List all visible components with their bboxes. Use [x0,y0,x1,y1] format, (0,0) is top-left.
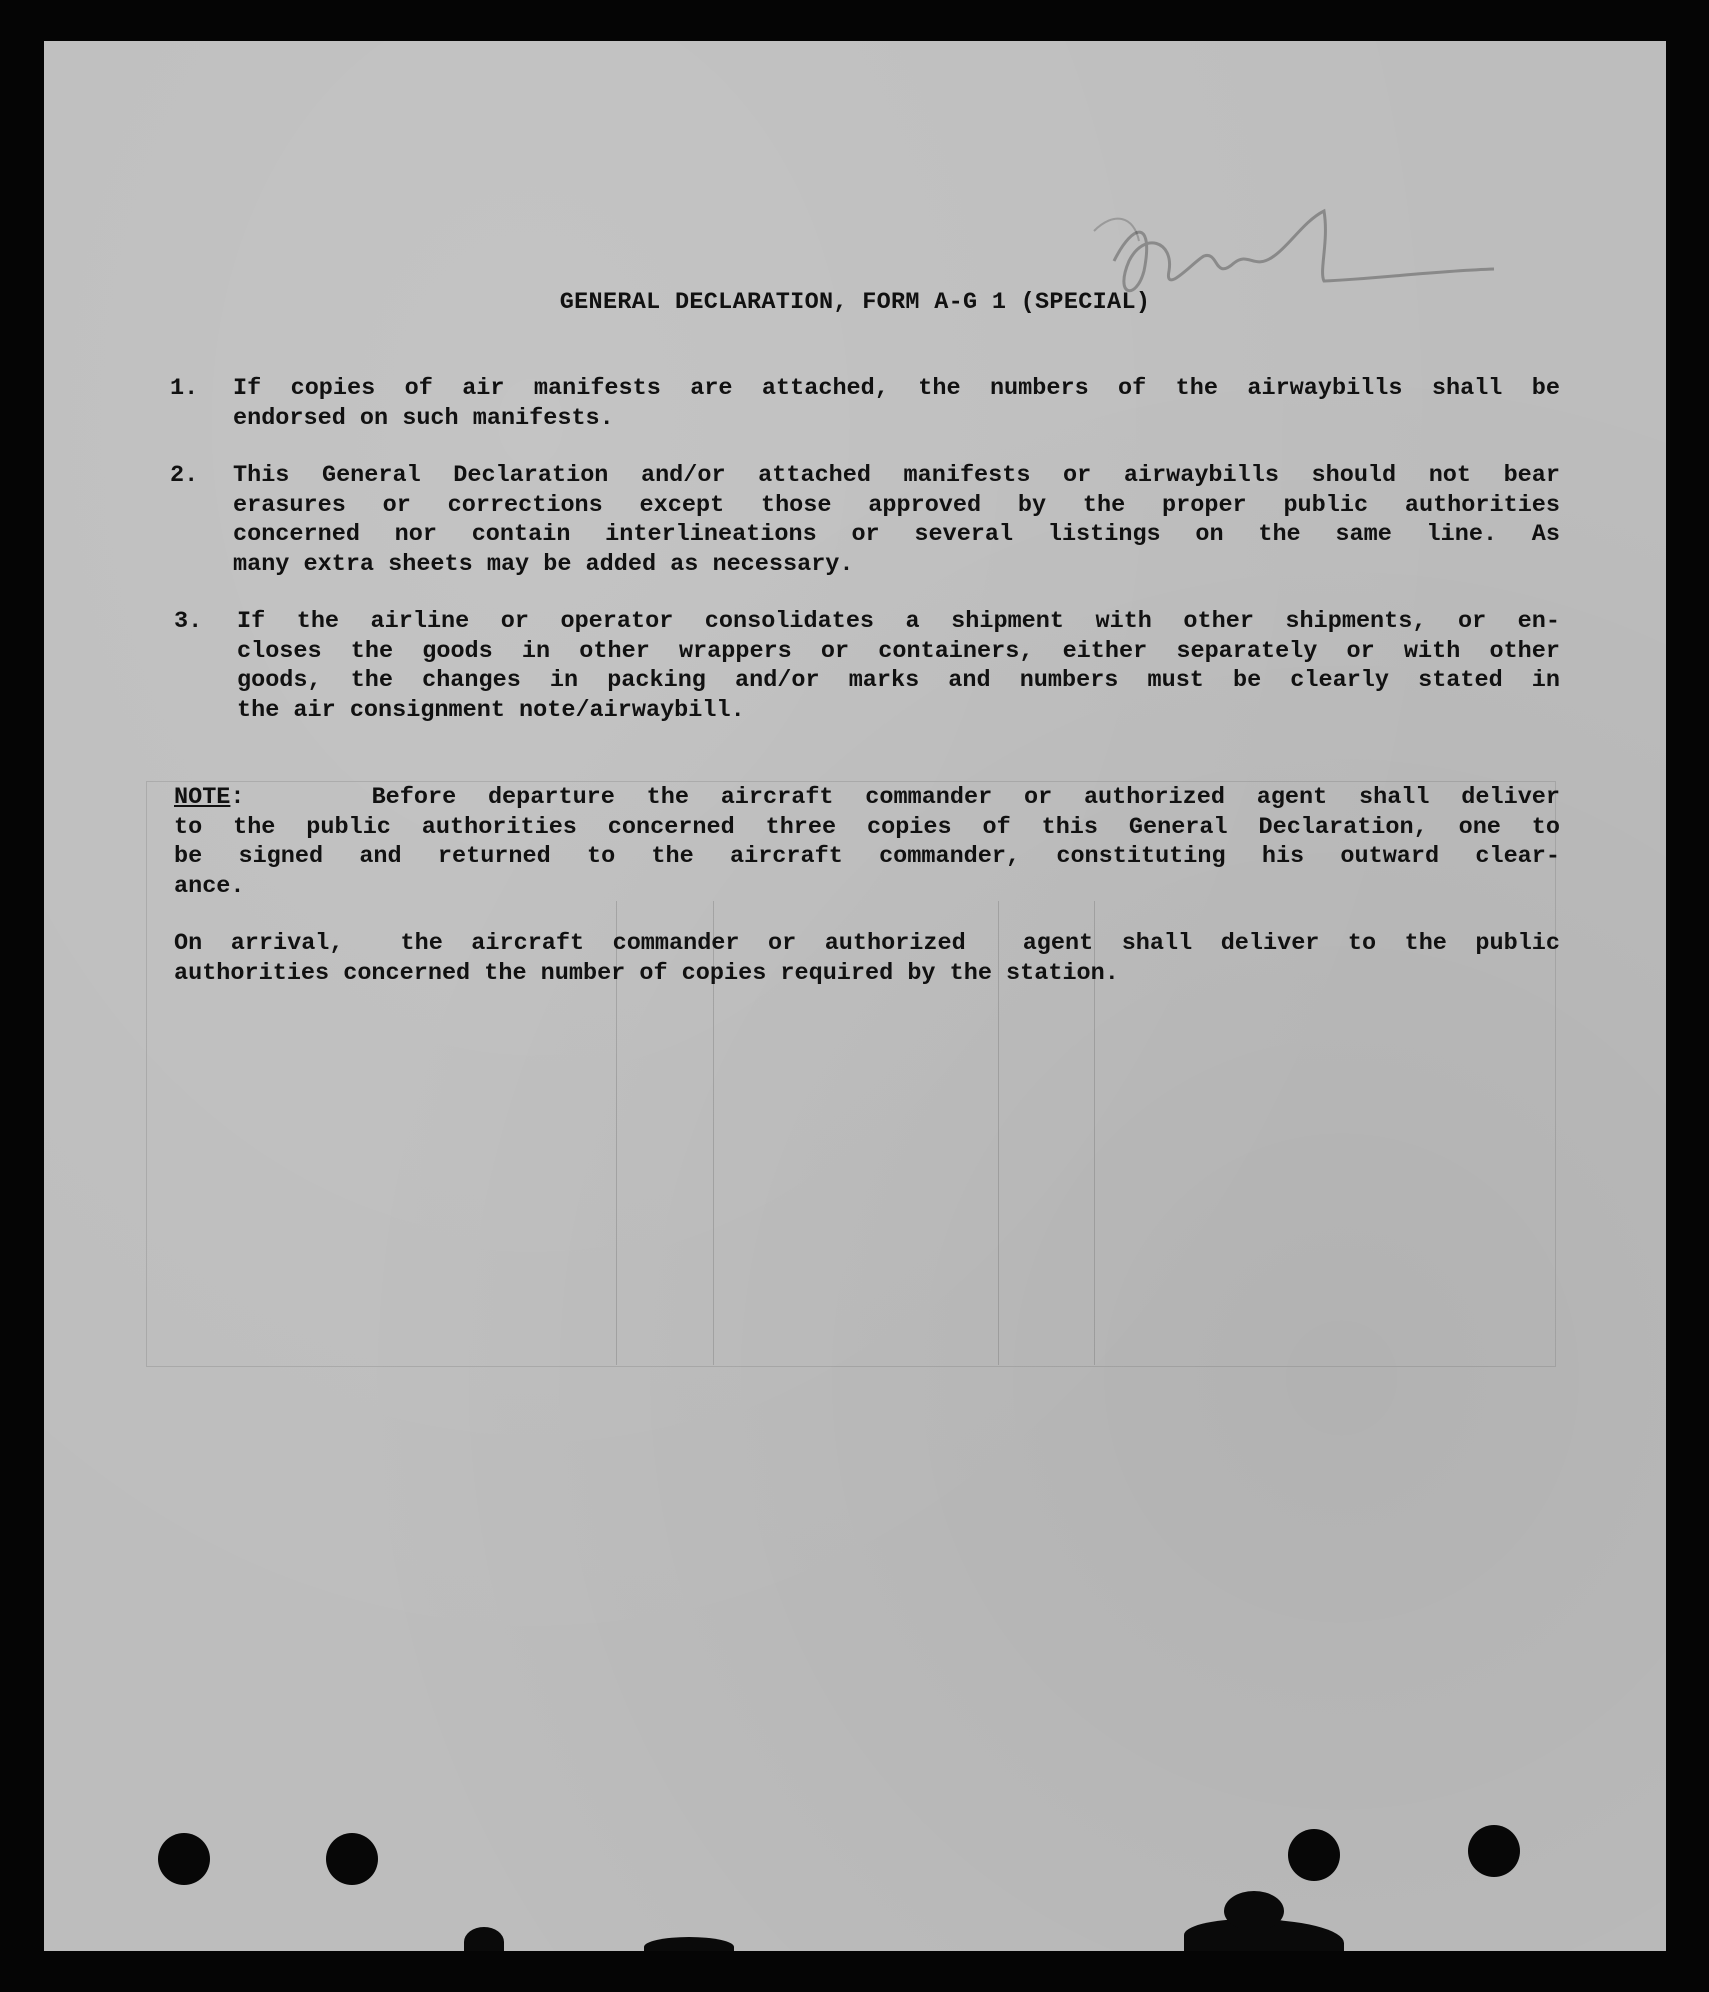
torn-edge [644,1937,734,1951]
text-line: If copies of air manifests are attached, the numbers of the airwaybills shall be [233,375,1560,402]
text-line: ance. [174,872,245,900]
page-title: GENERAL DECLARATION, FORM A-G 1 (SPECIAL) [559,289,1151,316]
text-line: goods, the changes in packing and/or marks and numbers must be clearly stated in [237,667,1560,694]
punch-hole [1288,1829,1340,1881]
item-text [233,374,1560,433]
list-item [170,461,1560,581]
punch-hole [158,1833,210,1885]
text-line: to the public authorities concerned three copies of this General Declaration, one to [174,813,1560,841]
item-text [233,461,1560,579]
punch-hole [1468,1825,1520,1877]
note-first-line-text: : Before departure the aircraft commander or authorized agent shall deliver [230,784,1560,811]
text-line: many extra sheets may be added as necessary. [233,550,854,578]
text-line: authorities concerned the number of copies required by the station. [174,959,1119,987]
list-item [170,607,1560,727]
text-line: If the airline or operator consolidates a shipment with other shipments, or en- [237,608,1560,635]
text-line: concerned nor contain interlineations or several listings on the same line. As [233,521,1560,548]
item-number: 3. [174,608,203,635]
item-number: 2. [170,462,199,489]
note-first-line [174,783,1560,813]
note-paragraph [174,783,1560,901]
text-line: the air consignment note/airwaybill. [237,696,745,724]
item-number: 1. [170,375,199,402]
document-page [44,41,1666,1951]
punch-hole [326,1833,378,1885]
note-label: NOTE [174,784,231,811]
item-text [237,607,1560,725]
text-line: endorsed on such manifests. [233,404,614,432]
torn-edge [1224,1891,1284,1931]
text-line: erasures or corrections except those approved by the proper public authorities [233,491,1560,519]
list-item [170,374,1560,434]
text-line: closes the goods in other wrappers or containers, either separately or with other [237,637,1560,665]
text-line: be signed and returned to the aircraft commander, constituting his outward clear- [174,843,1560,870]
arrival-paragraph [174,929,1560,988]
text-line: On arrival, the aircraft commander or authorized agent shall deliver to the public [174,930,1560,957]
torn-edge [464,1927,504,1951]
text-line: This General Declaration and/or attached manifests or airwaybills should not bear [233,462,1560,489]
